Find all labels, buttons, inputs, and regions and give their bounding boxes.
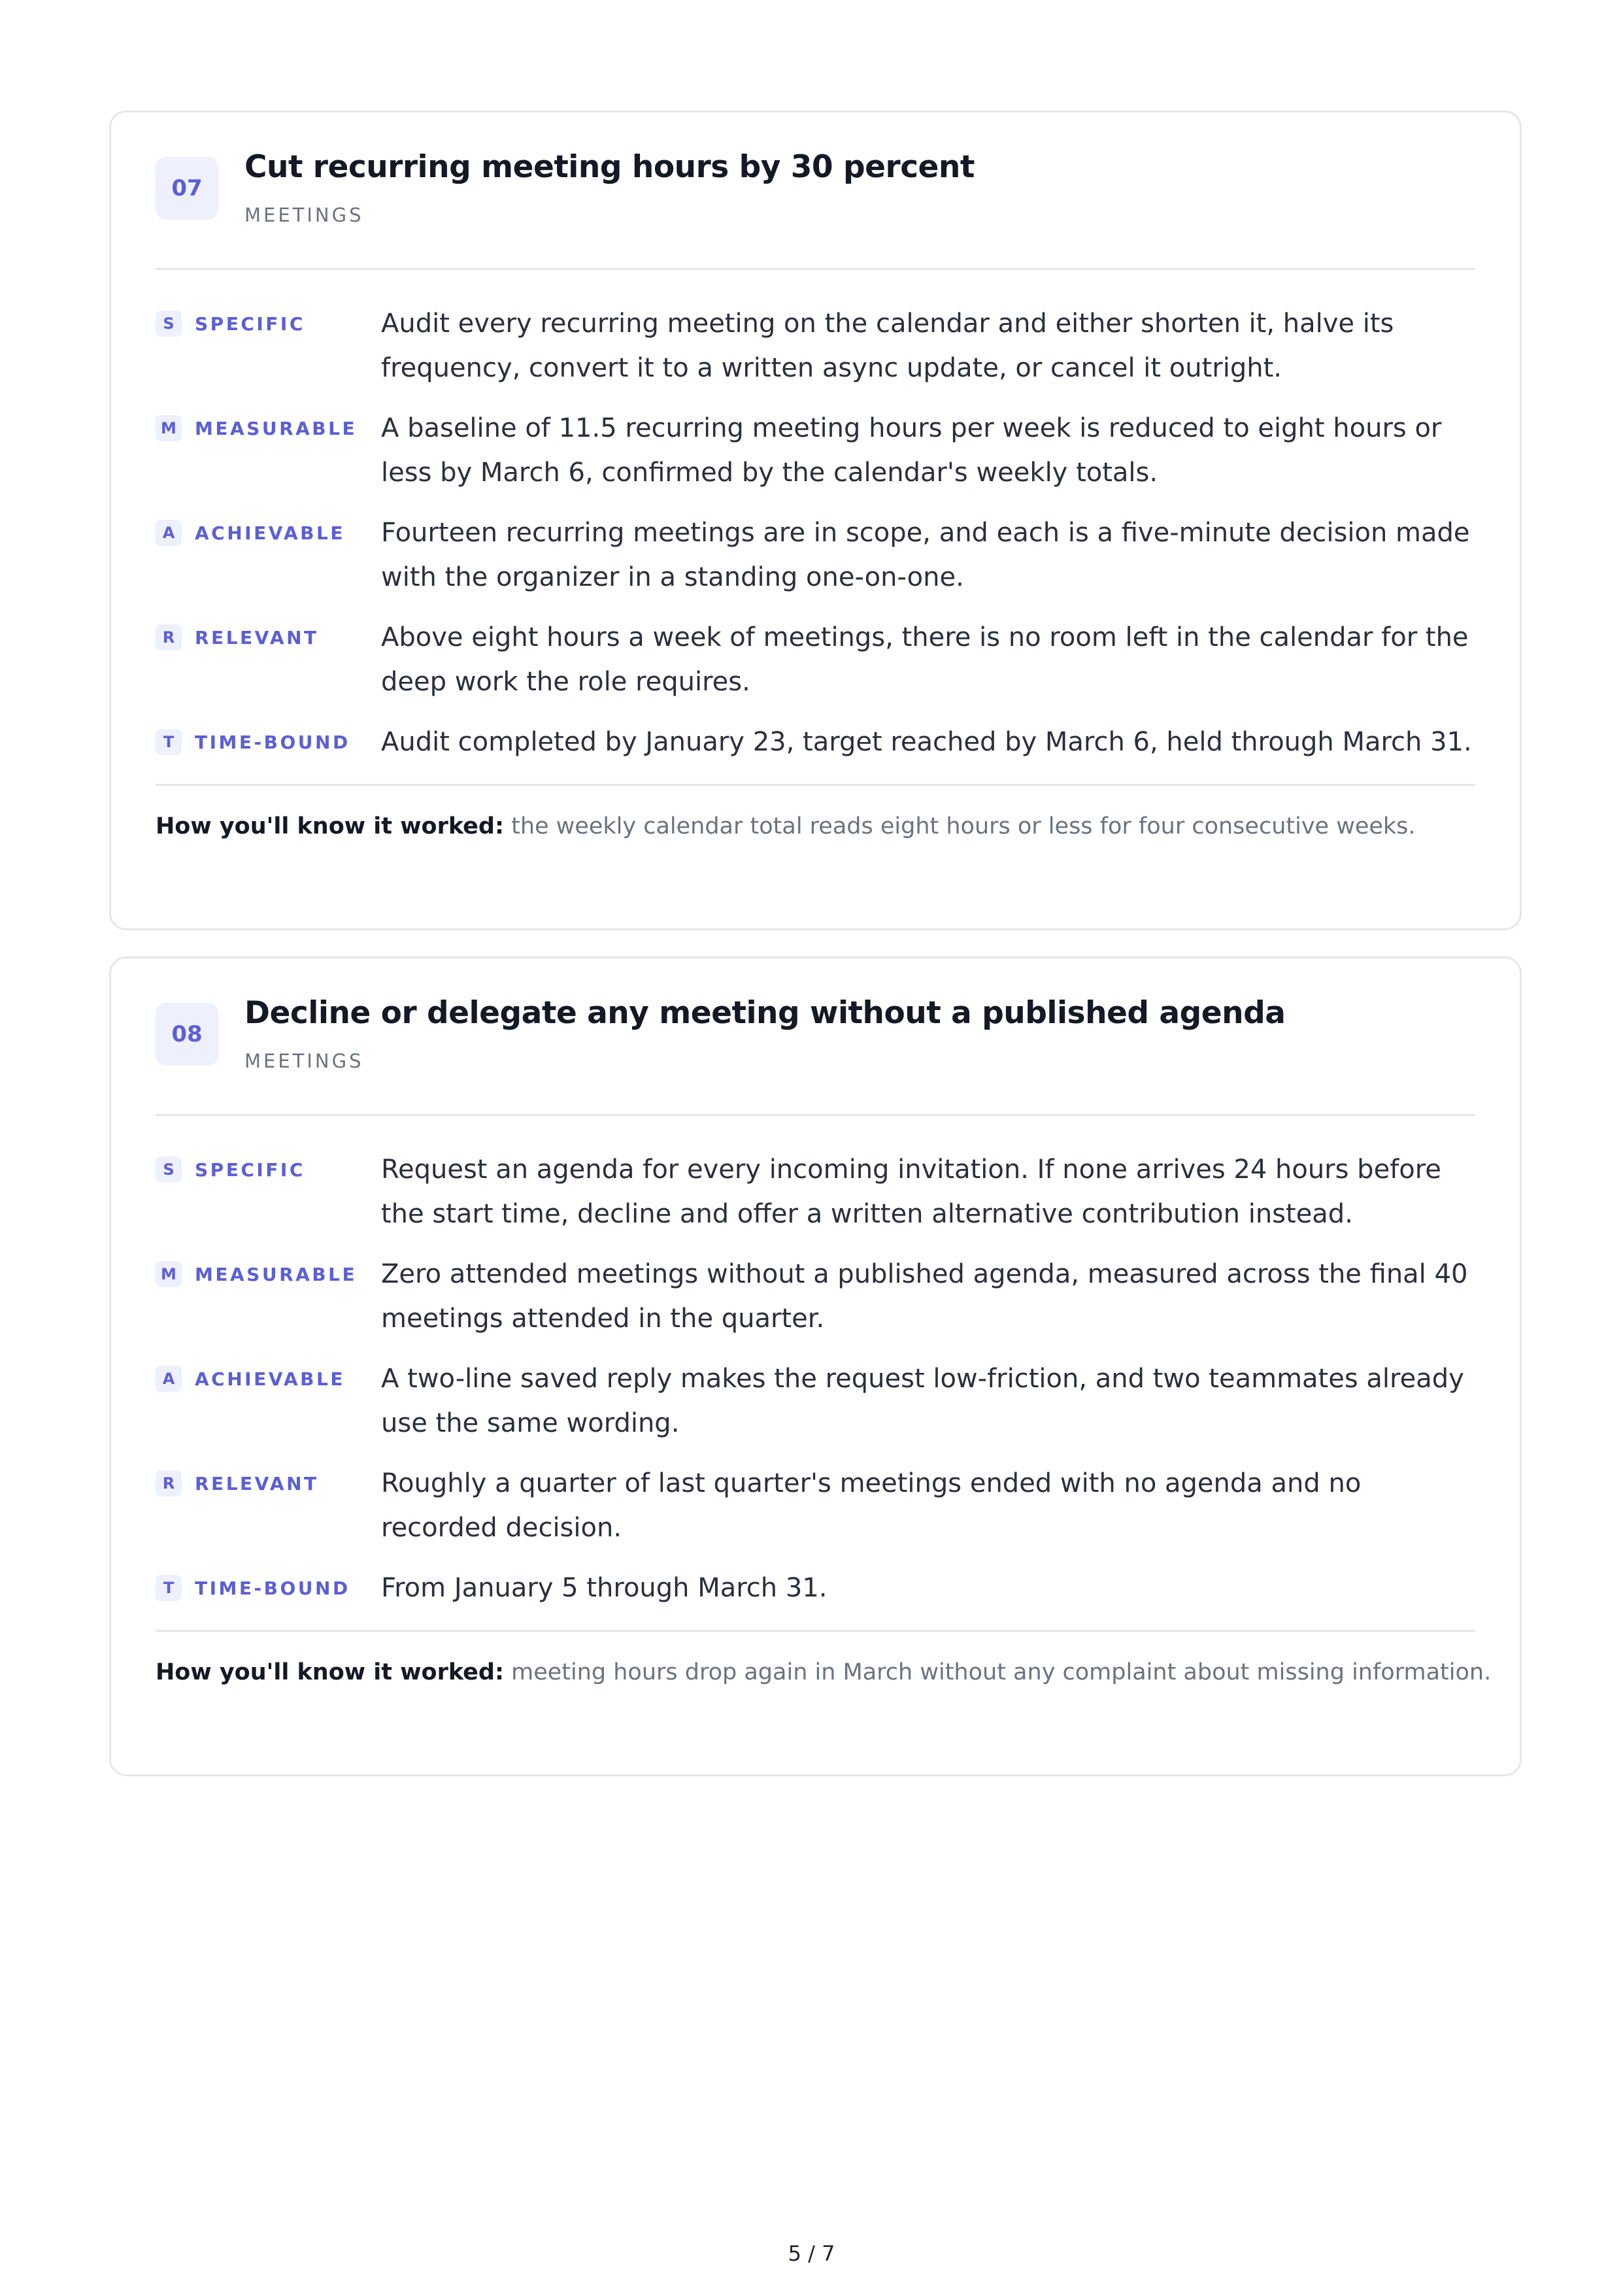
- criterion-letter-badge: S: [156, 1156, 182, 1183]
- criterion-letter-badge: R: [156, 624, 182, 650]
- criterion-text: A two-line saved reply makes the request low-friction, and two teammates already use the same wording.: [381, 1364, 1464, 1438]
- criterion-text: From January 5 through March 31.: [381, 1573, 828, 1603]
- criterion-label: MEASURABLE: [195, 1263, 358, 1285]
- criterion-text: Roughly a quarter of last quarter's meetings ended with no agenda and no recorded decision.: [381, 1468, 1362, 1543]
- criterion-letter-badge: T: [156, 1575, 182, 1601]
- criterion-label: SPECIFIC: [195, 1158, 305, 1181]
- goal-category: MEETINGS: [244, 204, 364, 226]
- criterion-achievable: [156, 1360, 1475, 1445]
- criterion-letter-badge: T: [156, 729, 182, 755]
- goal-card-07: [109, 110, 1522, 930]
- criterion-text: Audit completed by January 23, target reached by March 6, held through March 31.: [381, 727, 1472, 757]
- criterion-text: Fourteen recurring meetings are in scope, and each is a five-minute decision made with the organizer in a standing one-on-one.: [381, 518, 1470, 592]
- criterion-text: Audit every recurring meeting on the calendar and either shorten it, halve its frequency, convert it to a written async update, or cancel it outright.: [381, 309, 1394, 383]
- criterion-letter-badge: S: [156, 311, 182, 337]
- criterion-relevant: [156, 1465, 1475, 1550]
- success-indicator: [156, 1632, 1492, 1685]
- criterion-achievable: [156, 515, 1475, 599]
- criterion-specific: [156, 1151, 1475, 1236]
- criterion-label: RELEVANT: [195, 1472, 319, 1494]
- criterion-text: Above eight hours a week of meetings, there is no room left in the calendar for the deep work the role requires.: [381, 622, 1469, 697]
- criterion-time-bound: [156, 724, 1475, 764]
- goal-card-08: [109, 956, 1522, 1776]
- criterion-measurable: [156, 410, 1475, 495]
- criterion-label: RELEVANT: [195, 626, 319, 649]
- smart-criteria-list: [156, 270, 1475, 764]
- criterion-measurable: [156, 1256, 1475, 1341]
- criterion-label: MEASURABLE: [195, 417, 358, 439]
- criterion-label: ACHIEVABLE: [195, 522, 345, 544]
- goal-title: Cut recurring meeting hours by 30 percent: [244, 149, 975, 185]
- smart-criteria-list: [156, 1116, 1475, 1610]
- criterion-specific: [156, 305, 1475, 390]
- goal-number-badge: 07: [156, 157, 218, 220]
- success-indicator-lead: How you'll know it worked:: [156, 813, 504, 839]
- criterion-letter-badge: M: [156, 415, 182, 441]
- success-indicator: [156, 786, 1475, 839]
- goal-category: MEETINGS: [244, 1050, 364, 1072]
- criterion-letter-badge: M: [156, 1261, 182, 1287]
- goal-title: Decline or delegate any meeting without a published agenda: [244, 995, 1286, 1031]
- success-indicator-lead: How you'll know it worked:: [156, 1659, 504, 1685]
- goal-header: [156, 995, 1475, 1114]
- criterion-text: Request an agenda for every incoming invitation. If none arrives 24 hours before the start time, decline and offer a written alternative contribution instead.: [381, 1155, 1441, 1229]
- success-indicator-note: the weekly calendar total reads eight hours or less for four consecutive weeks.: [511, 813, 1416, 839]
- criterion-letter-badge: R: [156, 1470, 182, 1496]
- criterion-label: TIME-BOUND: [195, 1577, 350, 1599]
- criterion-letter-badge: A: [156, 520, 182, 546]
- success-indicator-note: meeting hours drop again in March without any complaint about missing information.: [511, 1659, 1492, 1685]
- page-number: 5 / 7: [788, 2241, 835, 2266]
- criterion-time-bound: [156, 1570, 1475, 1610]
- criterion-relevant: [156, 619, 1475, 704]
- criterion-label: SPECIFIC: [195, 312, 305, 335]
- criterion-text: A baseline of 11.5 recurring meeting hours per week is reduced to eight hours or less by March 6, confirmed by the calendar's weekly totals.: [381, 413, 1442, 488]
- criterion-label: ACHIEVABLE: [195, 1368, 345, 1390]
- goal-header: [156, 149, 1475, 268]
- criterion-text: Zero attended meetings without a published agenda, measured across the final 40 meetings attended in the quarter.: [381, 1259, 1468, 1334]
- goal-number-badge: 08: [156, 1003, 218, 1066]
- criterion-label: TIME-BOUND: [195, 731, 350, 753]
- criterion-letter-badge: A: [156, 1366, 182, 1392]
